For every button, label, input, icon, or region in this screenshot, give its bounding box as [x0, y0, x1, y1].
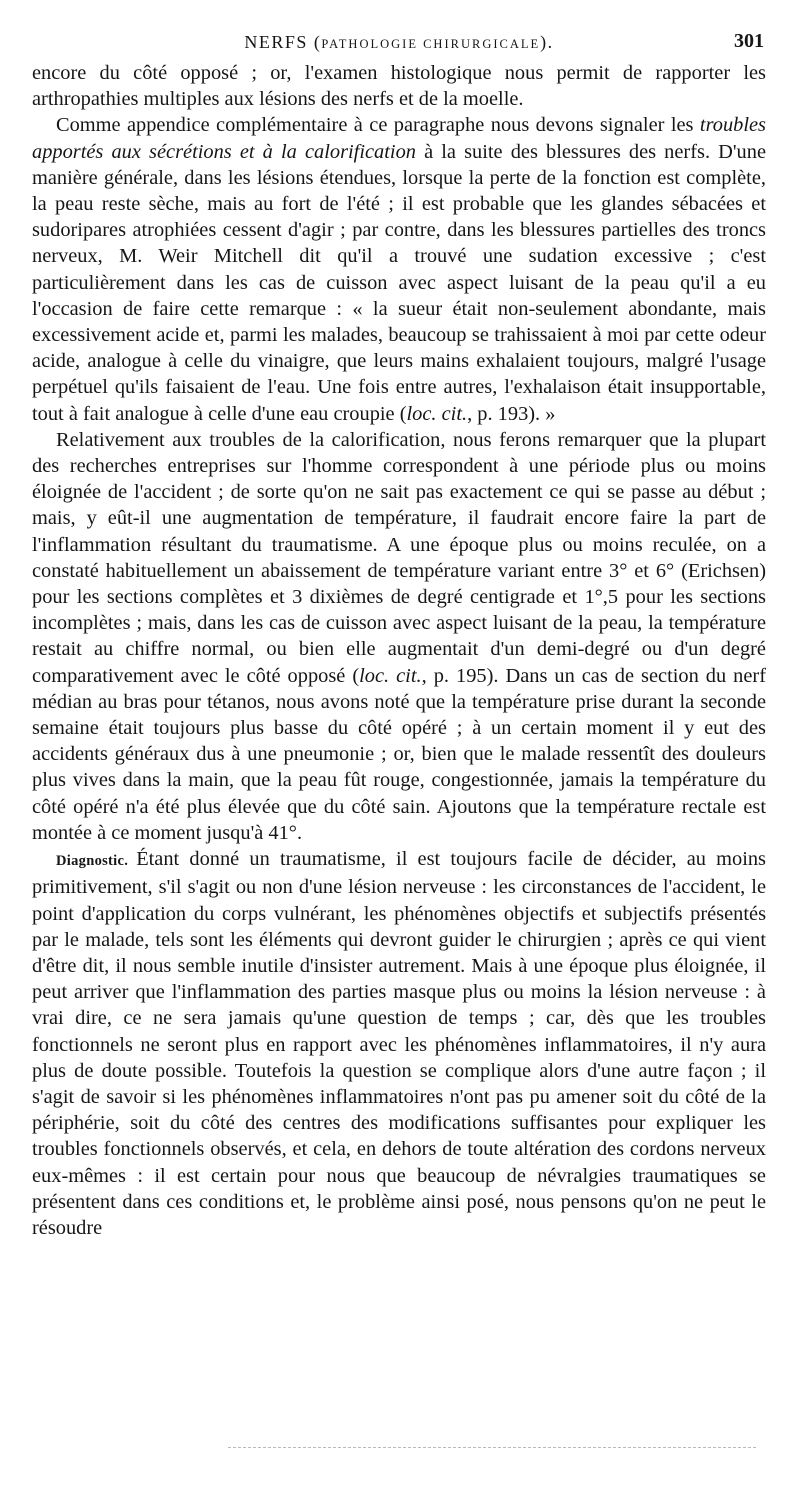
running-head-subtitle: PATHOLOGIE CHIRURGICALE: [321, 37, 541, 51]
italic-topic: troubles apportés aux sécrétions et à la calorification: [32, 114, 766, 163]
citation-loc-cit: loc. cit.: [406, 402, 468, 425]
body-text: [32, 60, 766, 1241]
paragraph-secretions-start: Comme appendice complémentaire à ce paragraphe nous devons signaler les: [56, 114, 700, 137]
paragraph-diagnostic: [32, 846, 766, 1241]
paragraph-secretions: [32, 112, 766, 426]
footer-rule: [228, 1447, 756, 1448]
paragraph-secretions-mid: à la suite des blessures des nerfs. D'une manière générale, dans les lésions étendues, lorsque la perte de la fonction est complète, la peau reste sèche, mais au fort de l'été ; il est probable que les glandes sébacées et sudoripares atrophiées cessent d'agir ; par contre, dans les blessures partielles des troncs nerveux, M. Weir Mitchell dit qu'il a trouvé une sudation excessive ; c'est particulièrement dans les cas de cuisson avec aspect luisant de la peau qu'il a eu l'occasion de faire cette remarque : « la sueur était non-seulement abondante, mais excessivement acide et, parmi les malades, beaucoup se trahissaient à moi par cette odeur acide, analogue à celle du vinaigre, que leurs mains exhalaient toujours, malgré l'usage perpétuel qu'ils faisaient de l'eau. Une fois entre autres, l'exhalaison était insupportable, tout à fait analogue à celle d'une eau croupie (: [32, 140, 766, 425]
paragraph-continuation: encore du côté opposé ; or, l'examen histologique nous permit de rapporter les arthropathies multiples aux lésions des nerfs et de la moelle.: [32, 62, 766, 111]
page-number: 301: [734, 30, 764, 52]
paragraph-calorification: [32, 427, 766, 846]
running-head-main: NERFS (: [244, 32, 322, 52]
section-heading-diagnostic: Diagnostic.: [56, 853, 129, 870]
running-head: [32, 32, 766, 53]
paragraph-secretions-end: , p. 193). »: [467, 402, 556, 425]
paragraph-calorification-start: Relativement aux troubles de la calorification, nous ferons remarquer que la plupart des recherches entreprises sur l'homme correspondent à une période plus ou moins éloignée de l'accident ; de sorte qu'on ne sait pas exactement ce qui se passe au début ; mais, y eût-il une augmentation de température, il faudrait encore faire la part de l'inflammation résultant du traumatisme. A une époque plus ou moins reculée, on a constaté habituellement un abaissement de température variant entre 3° et 6° (Erichsen) pour les sections complètes et 3 dixièmes de degré centigrade et 1°,5 pour les sections incomplètes ; mais, dans les cas de cuisson avec aspect luisant de la peau, la température restait au chiffre normal, ou bien elle augmentait d'un demi-degré ou d'un degré comparativement avec le côté opposé (: [32, 428, 766, 687]
paragraph-calorification-end: , p. 195). Dans un cas de section du nerf médian au bras pour tétanos, nous avons noté que la température prise durant la seconde semaine était toujours plus basse du côté opéré ; à un certain moment il y eut des accidents généraux dus à une pneumonie ; or, bien que le malade ressentît des douleurs plus vives dans la main, que la peau fût rouge, congestionnée, jamais la température du côté opéré n'a été plus élevée que du côté sain. Ajoutons que la température rectale est montée à ce moment jusqu'à 41°.: [32, 664, 767, 844]
page-header: [32, 26, 766, 60]
running-head-end: ).: [540, 32, 554, 52]
book-page: [32, 26, 766, 1241]
citation-loc-cit-2: loc. cit.: [359, 664, 422, 687]
paragraph-diagnostic-text: Étant donné un traumatisme, il est toujours facile de décider, au moins primitivement, s'il s'agit ou non d'une lésion nerveuse : les circonstances de l'accident, le point d'application du corps vulnérant, les phénomènes objectifs et subjectifs présentés par le malade, tels sont les éléments qui devront guider le chirurgien ; après ce qui vient d'être dit, il nous semble inutile d'insister autrement. Mais à une époque plus éloignée, il peut arriver que l'inflammation des parties masque plus ou moins la lésion nerveuse : à vrai dire, ce ne sera jamais qu'une question de temps ; car, dès que les troubles fonctionnels ne seront plus en rapport avec les phénomènes inflammatoires, il n'y aura plus de doute possible. Toutefois la question se complique alors d'une autre façon ; il s'agit de savoir si les phénomènes inflammatoires n'ont pas pu amener soit du côté de la périphérie, soit du côté des centres des modifications suffisantes pour expliquer les troubles fonctionnels observés, et cela, en dehors de toute altération des cordons nerveux eux-mêmes : il est certain pour nous que beaucoup de névralgies traumatiques se présentent dans ces conditions et, le problème ainsi posé, nous pensons qu'on ne peut le résoudre: [32, 848, 766, 1239]
